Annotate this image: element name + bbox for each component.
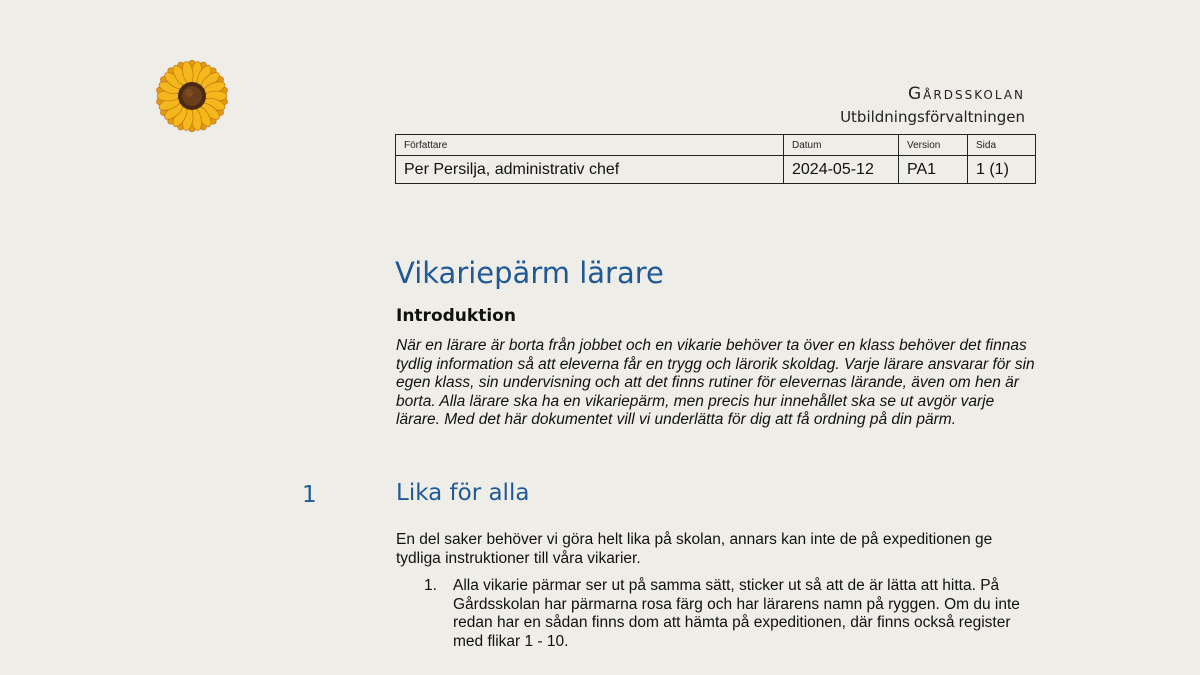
page-label: Sida (968, 135, 1036, 156)
intro-heading: Introduktion (396, 306, 516, 326)
numbered-list (396, 577, 1036, 649)
version-label: Version (899, 135, 968, 156)
intro-paragraph: När en lärare är borta från jobbet och en vikarie behöver ta över en klass behöver det finnas tydlig information så att eleverna får en trygg och lärorik skoldag. Varje lärare ansvarar för sin egen klass, sin undervisning och att det finns rutiner för elevernas lärande, även om hen är borta. Alla lärare ska ha en vikariepärm, men precis hur innehållet ska se ut avgör varje lärare. Med det här dokumentet vill vi underlätta för dig att få ordning på din pärm. (396, 337, 1035, 429)
section-title: Lika för alla (396, 480, 530, 506)
school-header (840, 84, 1025, 126)
department-name: Utbildningsförvaltningen (840, 108, 1025, 126)
date-label: Datum (784, 135, 899, 156)
author-label: Författare (396, 135, 784, 156)
list-item-number: 1. (424, 577, 437, 594)
page-value: 1 (1) (968, 156, 1036, 184)
author-value: Per Persilja, administrativ chef (396, 156, 784, 184)
document-title: Vikariepärm lärare (395, 256, 664, 290)
meta-value-row (396, 156, 1036, 184)
list-item-text: Alla vikarie pärmar ser ut på samma sätt, sticker ut så att de är lätta att hitta. På Gårdsskolan har pärmarna rosa färg och har lärarens namn på ryggen. Om du inte redan har en sådan finns dom att hämta på expeditionen, där finns också register med flikar 1 - 10. (453, 577, 1020, 649)
list-item (396, 577, 1036, 649)
section-number: 1 (302, 482, 317, 508)
sunflower-logo (156, 60, 228, 132)
meta-header-row (396, 135, 1036, 156)
date-value: 2024-05-12 (784, 156, 899, 184)
document-meta-table (395, 134, 1036, 184)
version-value: PA1 (899, 156, 968, 184)
school-name: Gårdsskolan (908, 84, 1025, 104)
section-paragraph: En del saker behöver vi göra helt lika på skolan, annars kan inte de på expeditionen ge tydliga instruktioner till våra vikarier. (396, 531, 993, 567)
sunflower-icon (156, 60, 228, 132)
